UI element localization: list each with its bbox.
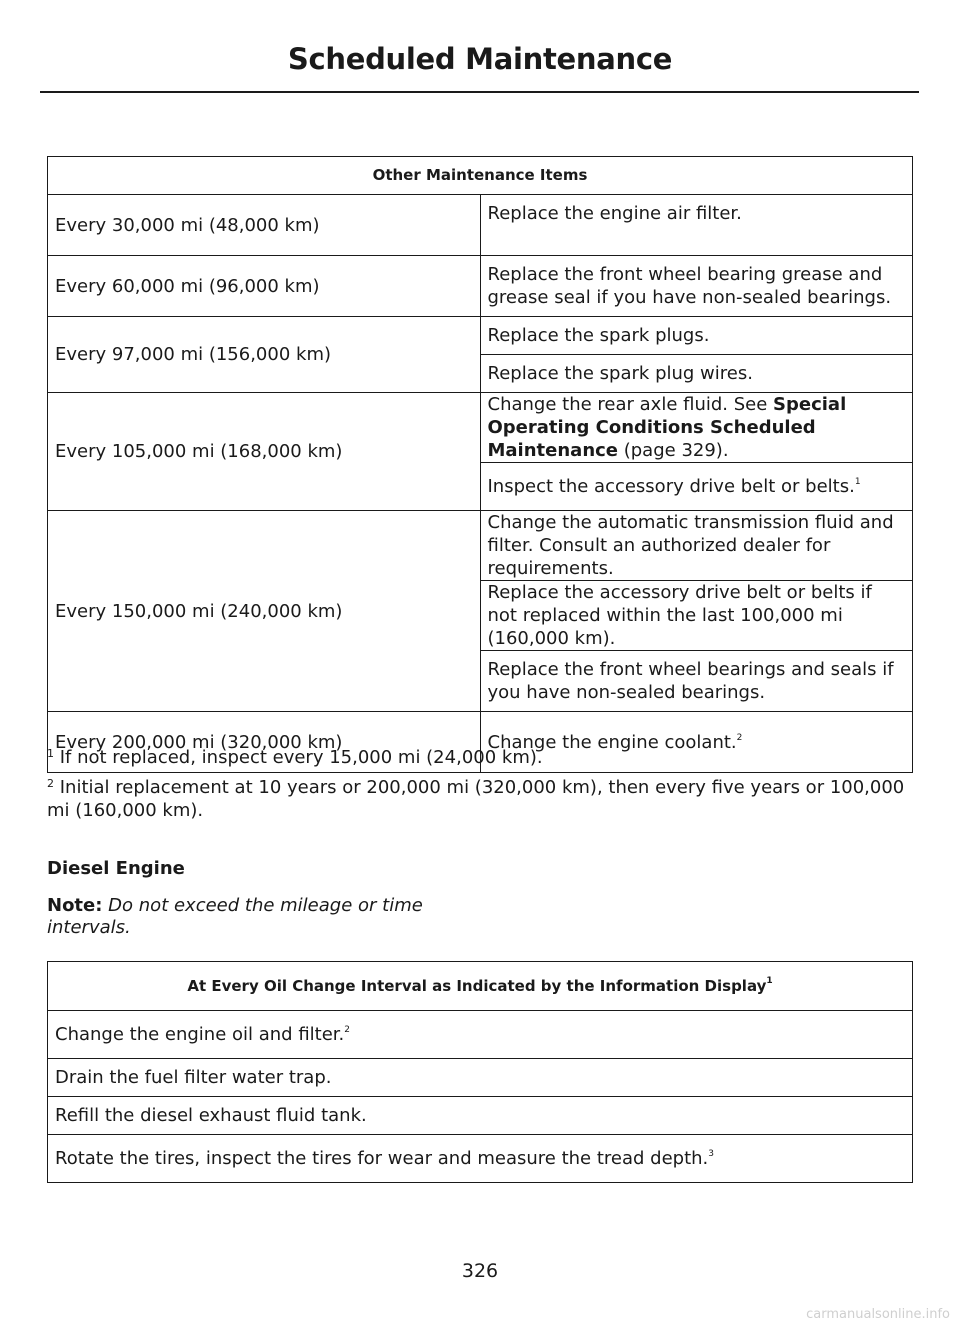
footnote-mark: 2 — [47, 777, 54, 790]
footnote-marker: 3 — [708, 1149, 714, 1159]
table-row — [48, 393, 913, 463]
item-cell: Drain the fuel filter water trap. — [48, 1059, 913, 1097]
interval-cell: Every 105,000 mi (168,000 km) — [48, 393, 481, 511]
footnote-marker: 2 — [736, 732, 743, 743]
table-row — [48, 256, 913, 317]
cross-reference-link[interactable]: Special Operating Conditions Scheduled Maintenance — [487, 394, 847, 461]
table-row — [48, 511, 913, 581]
footnote-2 — [47, 776, 917, 822]
item-cell — [480, 463, 913, 511]
table-row — [48, 1059, 913, 1097]
interval-cell: Every 200,000 mi (320,000 km) — [48, 712, 481, 773]
interval-cell: Every 150,000 mi (240,000 km) — [48, 511, 481, 712]
table-header-row — [48, 962, 913, 1011]
other-maintenance-table — [47, 156, 913, 773]
table-row — [48, 1097, 913, 1135]
footnote-marker: 2 — [344, 1025, 351, 1035]
item-cell — [48, 1135, 913, 1183]
footnote-marker: 1 — [854, 477, 861, 487]
item-cell — [48, 1011, 913, 1059]
footnote-mark: 1 — [47, 747, 54, 760]
oil-change-table — [47, 961, 913, 1183]
note-text: Do not exceed the mileage or time intervals. — [47, 895, 423, 938]
table-row — [48, 1011, 913, 1059]
footnote-text: If not replaced, inspect every 15,000 mi (24,000 km). — [54, 747, 543, 768]
page-number: 326 — [461, 1260, 499, 1282]
item-text: Change the rear axle fluid. See — [487, 394, 774, 415]
table-row — [48, 1135, 913, 1183]
note — [47, 895, 457, 939]
item-cell — [480, 393, 913, 463]
item-text: Change the engine oil and filter. — [55, 1024, 345, 1045]
footnote-text: Initial replacement at 10 years or 200,000 mi (320,000 km), then every five years or 100,000 mi (160,000 km). — [47, 777, 905, 821]
item-cell: Refill the diesel exhaust fluid tank. — [48, 1097, 913, 1135]
page-reference: (page 329). — [618, 440, 729, 461]
section-heading-diesel: Diesel Engine — [47, 858, 185, 879]
table-row — [48, 195, 913, 256]
table-heading — [48, 962, 913, 1011]
item-cell: Replace the accessory drive belt or belts if not replaced within the last 100,000 mi (160,000 km). — [480, 581, 913, 651]
item-text: Inspect the accessory drive belt or belts. — [487, 476, 855, 497]
item-cell: Replace the front wheel bearings and seals if you have non-sealed bearings. — [480, 651, 913, 712]
item-cell: Change the automatic transmission fluid and filter. Consult an authorized dealer for requirements. — [480, 511, 913, 581]
table-heading-text: At Every Oil Change Interval as Indicated by the Information Display — [187, 976, 767, 995]
item-cell: Replace the spark plug wires. — [480, 355, 913, 393]
page-title: Scheduled Maintenance — [287, 42, 673, 76]
footnote-1 — [47, 746, 917, 769]
item-cell: Replace the engine air filter. — [480, 195, 913, 256]
interval-cell: Every 60,000 mi (96,000 km) — [48, 256, 481, 317]
table-heading: Other Maintenance Items — [48, 157, 913, 195]
table-row — [48, 317, 913, 355]
title-divider — [40, 91, 919, 93]
item-text: Rotate the tires, inspect the tires for wear and measure the tread depth. — [55, 1148, 709, 1169]
note-label: Note: — [47, 895, 103, 916]
item-cell: Replace the front wheel bearing grease and grease seal if you have non-sealed bearings. — [480, 256, 913, 317]
footnote-marker: 1 — [766, 975, 773, 986]
table-header-row — [48, 157, 913, 195]
interval-cell: Every 97,000 mi (156,000 km) — [48, 317, 481, 393]
item-cell: Replace the spark plugs. — [480, 317, 913, 355]
interval-cell: Every 30,000 mi (48,000 km) — [48, 195, 481, 256]
watermark: carmanualsonline.info — [806, 1307, 950, 1322]
item-text: Change the engine coolant. — [487, 731, 737, 753]
